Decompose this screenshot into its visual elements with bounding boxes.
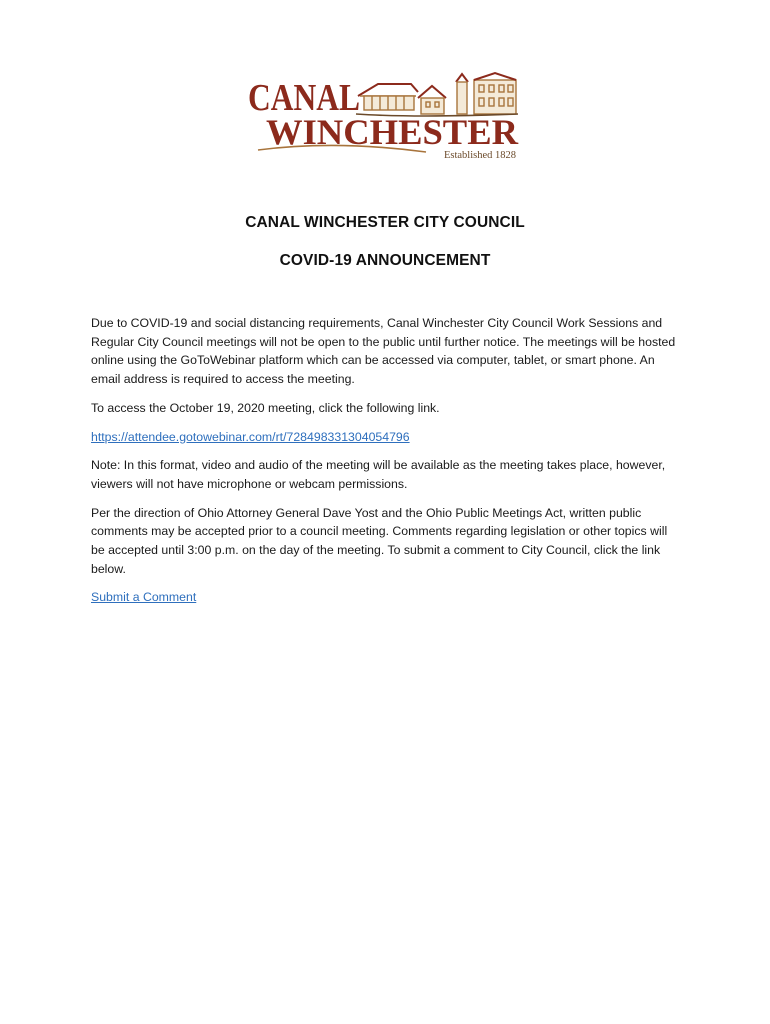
document-body [91,314,681,617]
logo-word-winchester: WINCHESTER [266,112,520,152]
submit-comment-link[interactable]: Submit a Comment [91,590,197,605]
paragraph-public-comments: Per the direction of Ohio Attorney General Dave Yost and the Ohio Public Meetings Act, written public comments may be accepted prior to a council meeting. Comments regarding legislation or other topics will be accepted until 3:00 p.m. on the day of the meeting. To submit a comment to City Council, click the link below. [91,505,668,576]
paragraph-format-note: Note: In this format, video and audio of the meeting will be available as the meeting takes place, however, viewers will not have microphone or webcam permissions. [91,458,666,491]
paragraph-meeting-access: To access the October 19, 2020 meeting, click the following link. [91,400,440,415]
meeting-link[interactable]: https://attendee.gotowebinar.com/rt/728498331304054796 [91,429,410,444]
document-subtitle: COVID-19 ANNOUNCEMENT [279,252,491,269]
canal-winchester-logo [246,70,522,162]
logo-tagline: Established 1828 [443,150,516,161]
paragraph-covid-notice: Due to COVID-19 and social distancing requirements, Canal Winchester City Council Work Sessions and Regular City Council meetings will not be open to the public until further notice. The meetings will be hosted online using the GoToWebinar platform which can be accessed via computer, tablet, or smart phone. An email address is required to access the meeting. [91,316,676,387]
logo-word-canal: CANAL [248,77,360,119]
covered-bridge-illustration [356,73,518,116]
comment-link-line [91,588,681,607]
meeting-link-line [91,428,681,447]
document-title: CANAL WINCHESTER CITY COUNCIL [245,214,525,231]
